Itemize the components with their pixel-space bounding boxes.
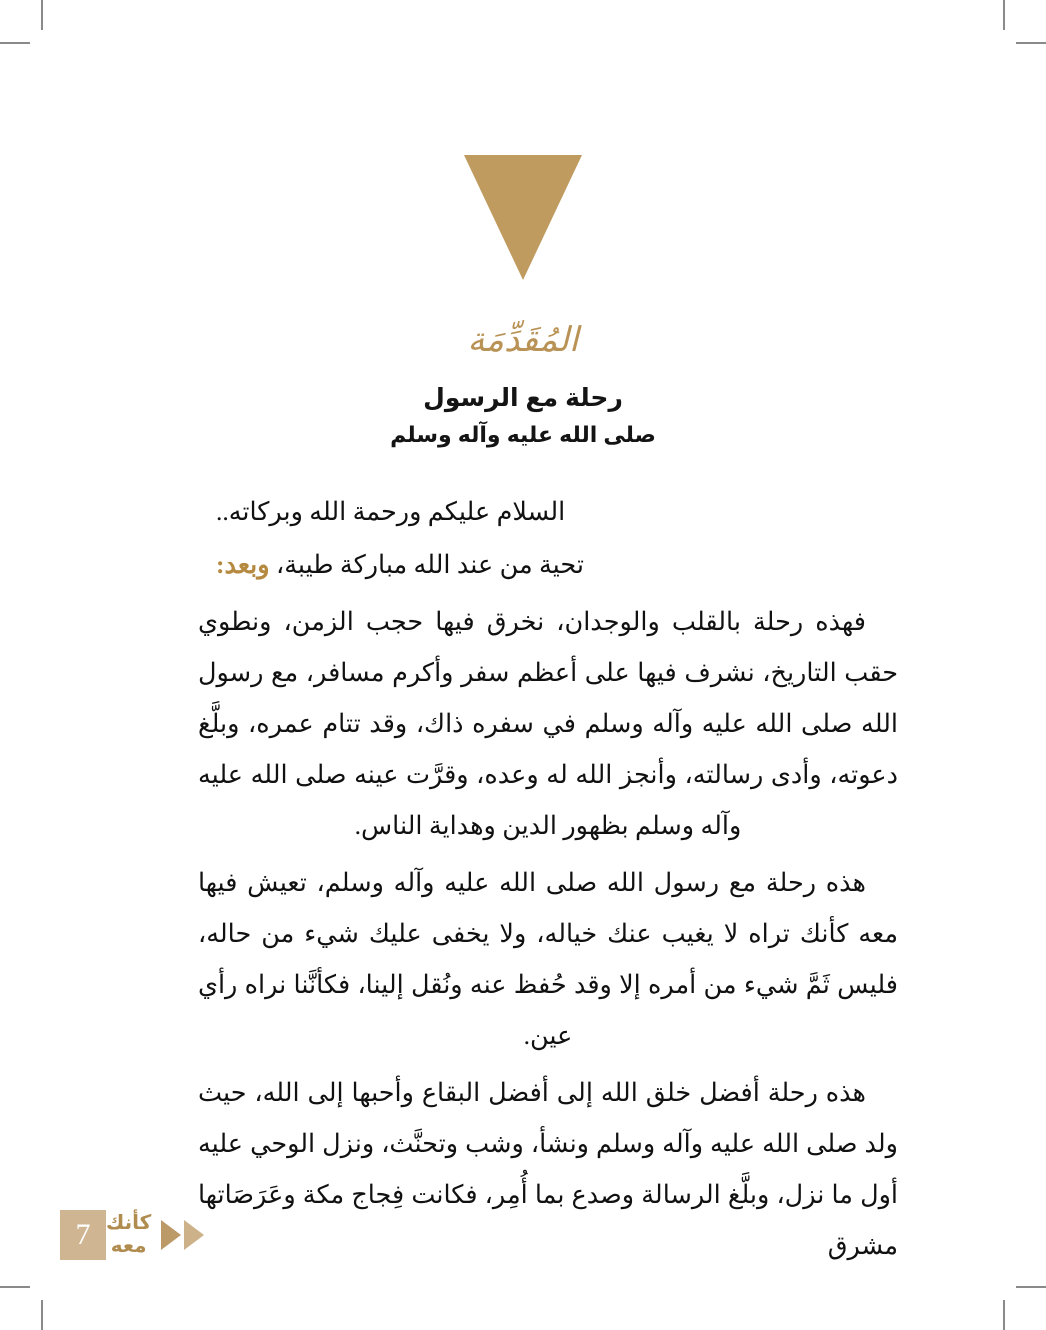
page-number: 7 (60, 1210, 106, 1260)
crop-mark-top-right-horizontal (1016, 42, 1046, 44)
inverted-triangle-icon (464, 155, 582, 280)
page-subtitle: صلى الله عليه وآله وسلم (390, 421, 656, 447)
footer-book-title-line-2: معه (110, 1235, 147, 1257)
triangle-left-icon-inner (161, 1220, 181, 1250)
crop-mark-bottom-right-horizontal (1016, 1286, 1046, 1288)
crop-mark-top-left-vertical (41, 0, 43, 30)
paragraph-3: هذه رحلة أفضل خلق الله إلى أفضل البقاع وأحبها إلى الله، حيث ولد صلى الله عليه وآله وسلم ونشأ، وشب وتحنَّث، ونزل الوحي عليه أول ما نزل، وبلَّغ الرسالة وصدع بما أُمِر، فكانت فِجاج مكة وعَرَصَاتها مشرق (198, 1078, 898, 1260)
greeting-wabaad-gold: وبعد: (216, 550, 270, 579)
page-title: رحلة مع الرسول (423, 384, 623, 412)
crop-mark-bottom-left-horizontal (0, 1286, 30, 1288)
body-text-column (198, 486, 898, 1271)
page-title-block (0, 380, 1046, 451)
crop-mark-bottom-left-vertical (41, 1300, 43, 1330)
crop-mark-bottom-right-vertical (1003, 1300, 1005, 1330)
footer-book-title (106, 1212, 151, 1258)
crop-mark-top-left-horizontal (0, 42, 30, 44)
footer-book-title-line-1: كأنك (106, 1212, 152, 1234)
page-footer (60, 1208, 213, 1262)
chapter-label: المُقَدِّمَة (467, 320, 579, 360)
greeting-line-2 (198, 539, 898, 590)
paragraph-1: فهذه رحلة بالقلب والوجدان، نخرق فيها حجب الزمن، ونطوي حقب التاريخ، نشرف فيها على أعظم سفر وأكرم مسافر، مع رسول الله صلى الله عليه وآله وسلم في سفره ذاك، وقد تتام عمره، وبلَّغ دعوته، وأدى رسالته، وأنجز الله له وعده، وقرَّت عينه صلى الله عليه وآله وسلم بظهور الدين وهداية الناس. (198, 607, 898, 840)
greeting-line-2-text: تحية من عند الله مباركة طيبة، (269, 550, 584, 579)
crop-mark-top-right-vertical (1003, 0, 1005, 30)
ornament-triangle-container (0, 155, 1046, 280)
greeting-line-1: السلام عليكم ورحمة الله وبركاته.. (216, 497, 566, 526)
paragraph-2: هذه رحلة مع رسول الله صلى الله عليه وآله وسلم، تعيش فيها معه كأنك تراه لا يغيب عنك خياله، ولا يخفى عليك شيء من حاله، فليس ثَمَّ شيء من أمره إلا وقد حُفظ عنه ونُقل إلينا، فكأنَّنا نراه رأي عين. (198, 868, 898, 1050)
triangle-left-icon-outer (184, 1220, 204, 1250)
footer-arrows (161, 1220, 204, 1250)
